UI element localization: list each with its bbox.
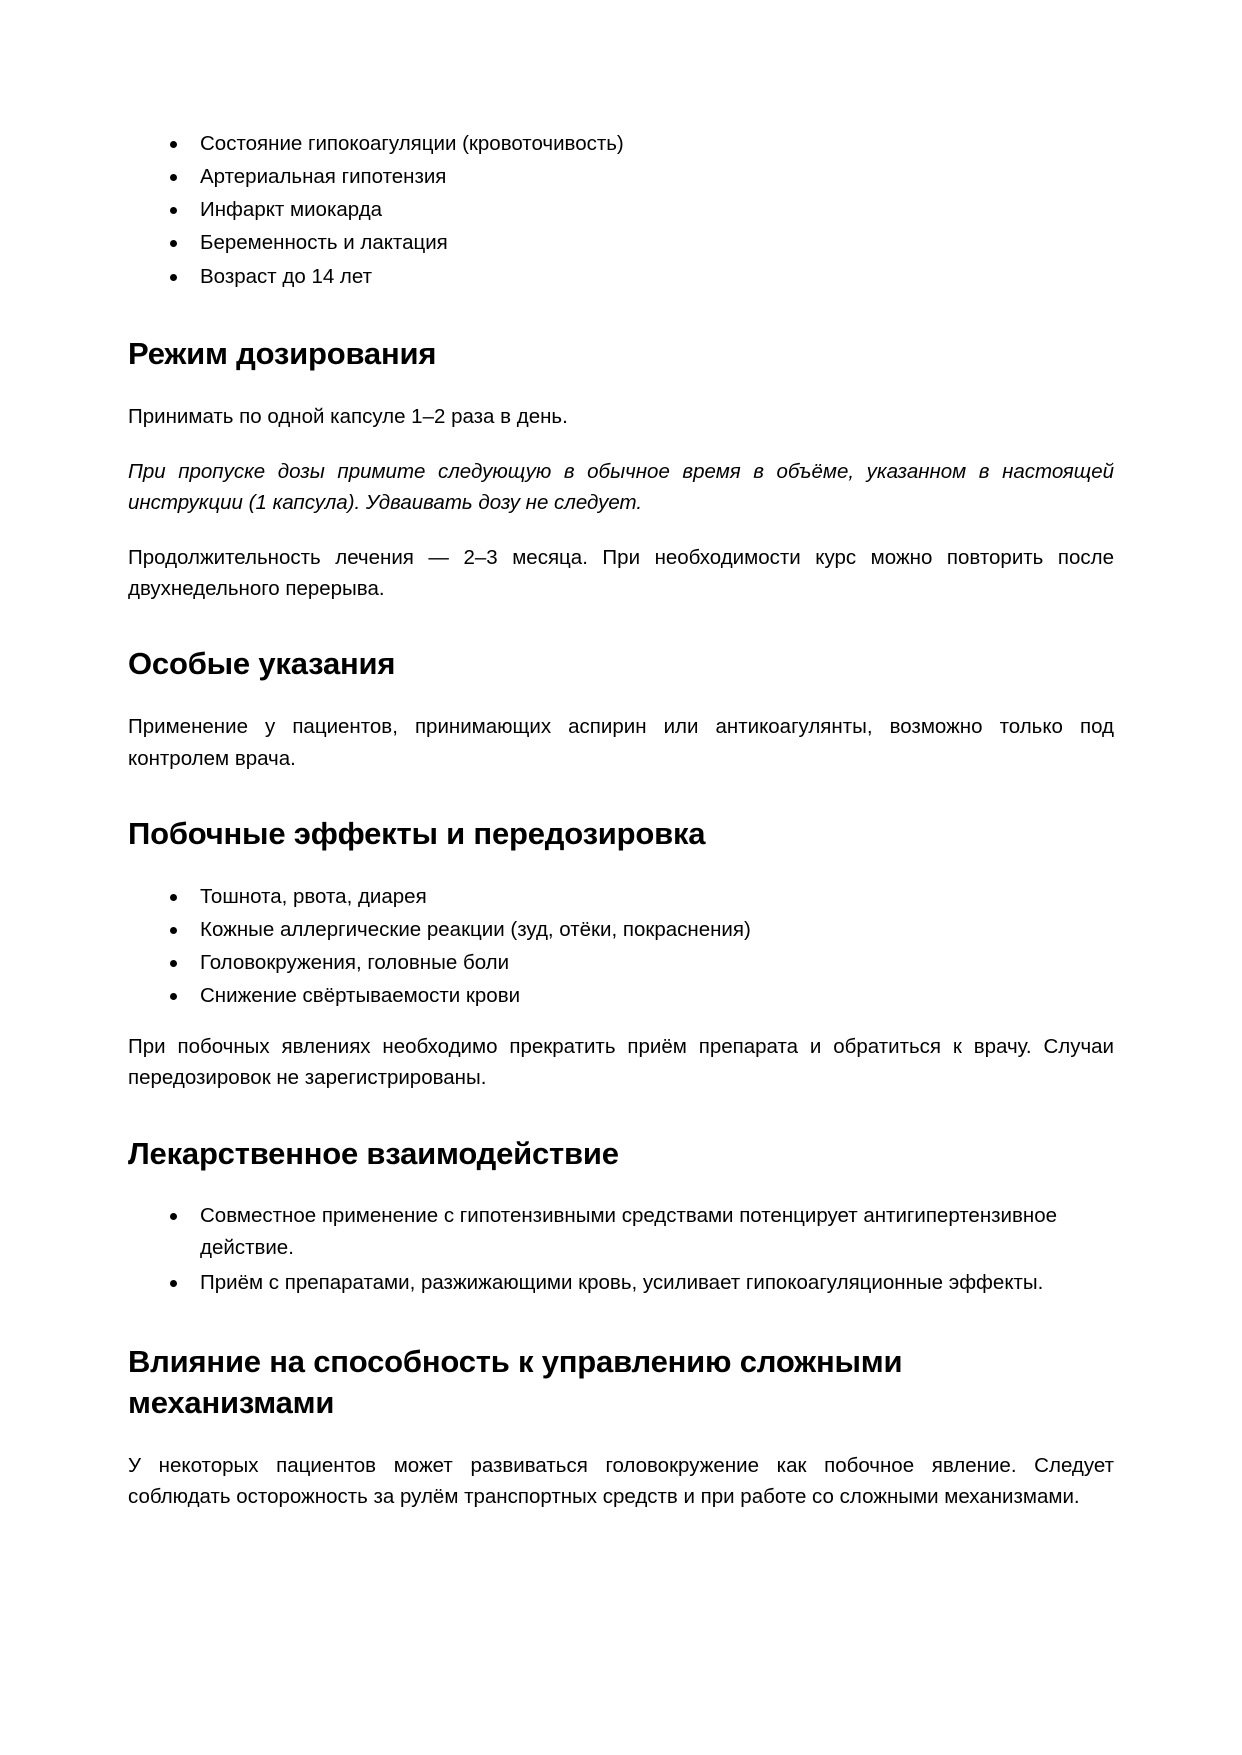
side-effects-list bbox=[128, 881, 1114, 1012]
spacer bbox=[128, 1094, 1114, 1134]
list-item: Артериальная гипотензия bbox=[128, 161, 1114, 192]
spacer bbox=[128, 518, 1114, 542]
list-item: Головокружения, головные боли bbox=[128, 947, 1114, 978]
list-item: Снижение свёртываемости крови bbox=[128, 980, 1114, 1011]
spacer bbox=[128, 1013, 1114, 1031]
spacer bbox=[128, 432, 1114, 456]
list-item: Тошнота, рвота, диарея bbox=[128, 881, 1114, 912]
list-item: Беременность и лактация bbox=[128, 227, 1114, 258]
list-item: Состояние гипокоагуляции (кровоточивость) bbox=[128, 128, 1114, 159]
page-content bbox=[128, 128, 1114, 1512]
spacer bbox=[128, 855, 1114, 881]
spacer bbox=[128, 1302, 1114, 1342]
section-heading-side-effects: Побочные эффекты и передозировка bbox=[128, 815, 706, 851]
section-heading-driving: Влияние на способность к управлению сложными механизмами bbox=[128, 1343, 903, 1420]
side-effects-paragraph-1: При побочных явлениях необходимо прекратить приём препарата и обратиться к врачу. Случаи передозировок не зарегистрированы. bbox=[128, 1035, 1114, 1090]
spacer bbox=[128, 685, 1114, 711]
driving-paragraph-1: У некоторых пациентов может развиваться головокружение как побочное явление. Следует соблюдать осторожность за рулём транспортных средств и при работе со сложными механизмами. bbox=[128, 1453, 1114, 1508]
dosage-paragraph-3: Продолжительность лечения — 2–3 месяца. При необходимости курс можно повторить после двухнедельного перерыва. bbox=[128, 546, 1114, 601]
contraindications-list bbox=[128, 128, 1114, 292]
section-heading-special-instructions: Особые указания bbox=[128, 646, 396, 682]
spacer bbox=[128, 294, 1114, 334]
list-item: Приём с препаратами, разжижающими кровь, усиливает гипокоагуляционные эффекты. bbox=[128, 1267, 1114, 1298]
dosage-paragraph-2-italic: При пропуске дозы примите следующую в обычное время в объёме, указанном в настоящей инструкции (1 капсула). Удваивать дозу не следует. bbox=[128, 459, 1114, 514]
list-item: Возраст до 14 лет bbox=[128, 261, 1114, 292]
list-item: Кожные аллергические реакции (зуд, отёки, покраснения) bbox=[128, 914, 1114, 945]
section-heading-drug-interaction: Лекарственное взаимодействие bbox=[128, 1135, 619, 1171]
list-item: Инфаркт миокарда bbox=[128, 194, 1114, 225]
drug-interaction-list bbox=[128, 1200, 1114, 1297]
dosage-paragraph-1: Принимать по одной капсуле 1–2 раза в день. bbox=[128, 404, 568, 428]
section-heading-dosage: Режим дозирования bbox=[128, 335, 437, 371]
list-item: Совместное применение с гипотензивными средствами потенцирует антигипертензивное действие. bbox=[128, 1200, 1114, 1262]
spacer bbox=[128, 604, 1114, 644]
spacer bbox=[128, 774, 1114, 814]
spacer bbox=[128, 1174, 1114, 1200]
spacer bbox=[128, 1424, 1114, 1450]
spacer bbox=[128, 375, 1114, 401]
special-instructions-paragraph-1: Применение у пациентов, принимающих аспирин или антикоагулянты, возможно только под контролем врача. bbox=[128, 715, 1114, 770]
